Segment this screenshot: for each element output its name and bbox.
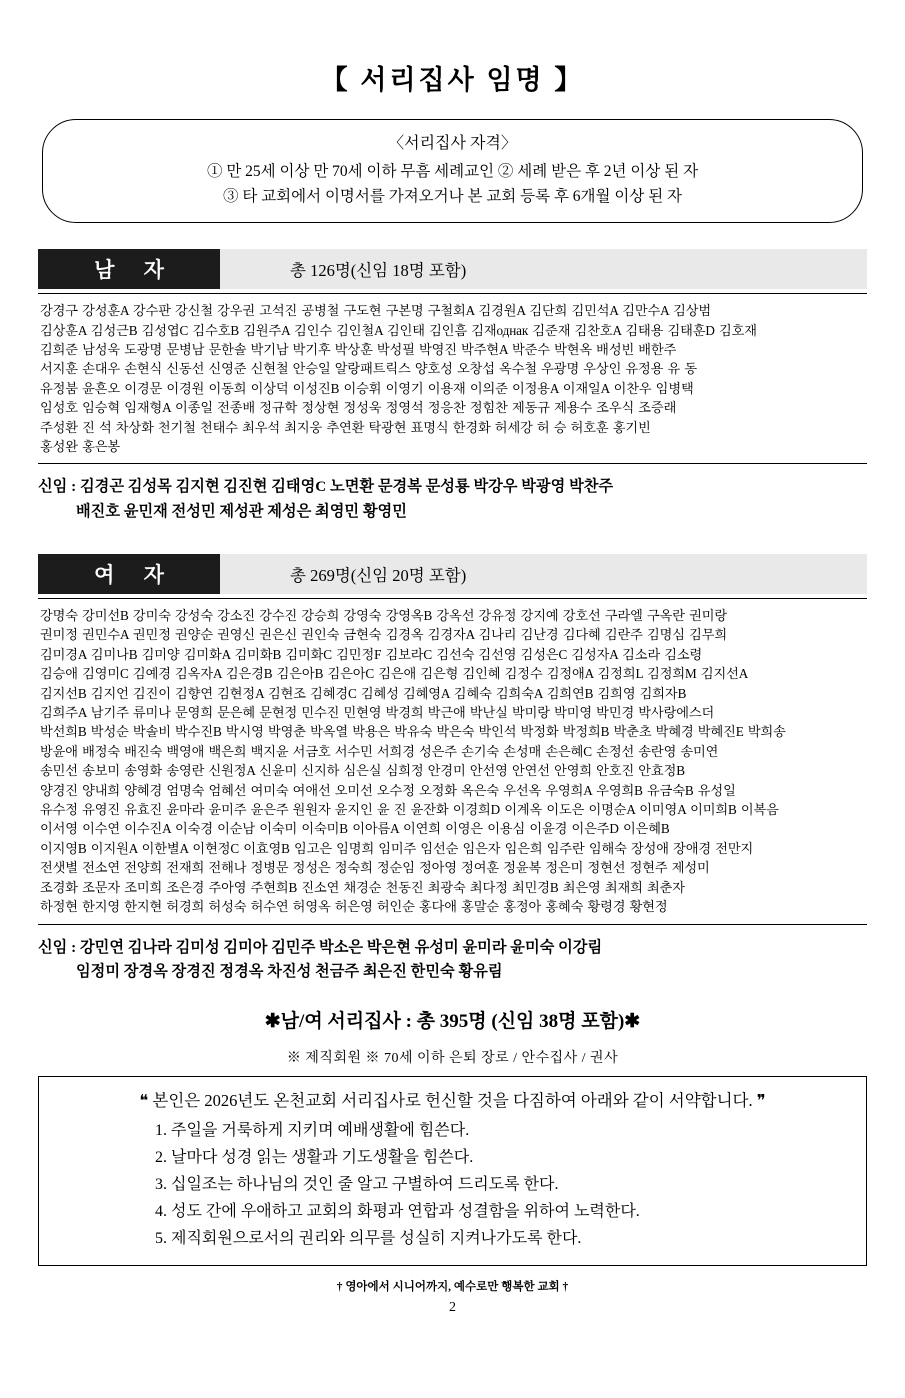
names-row: 송민선 송보미 송영화 송영란 신원정A 신윤미 신지하 심은실 심희정 안경미 안선영 안연선 안영희 안호진 안효정B bbox=[40, 763, 685, 779]
names-row: 홍성완 홍은봉 bbox=[40, 438, 121, 454]
names-row: 이지영B 이지원A 이한별A 이현정C 이효영B 임고은 임명희 임미주 임선순 임은자 임은희 임주란 임해숙 장성애 장애경 전만지 bbox=[40, 840, 754, 856]
names-row: 임성호 임승혁 임재형A 이종일 전종배 정규학 정상현 정성욱 정영석 정응찬 정힘찬 제동규 제용수 조우식 조증래 bbox=[40, 400, 677, 416]
new-members-names: 배진호 윤민재 전성민 제성관 제성은 최영민 황영민 bbox=[76, 502, 407, 520]
total-line: ✱남/여 서리집사 : 총 395명 (신임 38명 포함)✱ bbox=[264, 1011, 641, 1033]
pledge-item: 4. 성도 간에 우애하고 교회의 화평과 연합과 성결함을 위하여 노력한다. bbox=[155, 1202, 640, 1220]
names-block-male bbox=[38, 293, 867, 464]
qualification-box bbox=[42, 119, 863, 223]
page-number: 2 bbox=[449, 1299, 456, 1315]
names-row: 전샛별 전소연 전양희 전재희 전해나 정병문 정성은 정숙희 정순임 정아영 정여훈 정윤복 정은미 정현선 정현주 제성미 bbox=[40, 860, 710, 876]
new-members-label: 신임 : bbox=[38, 478, 77, 496]
names-row: 유수정 유영진 유효진 윤마라 윤미주 윤은주 원원자 윤지인 윤 진 윤잔화 이경희D 이계옥 이도은 이명순A 이미영A 이미희B 이복음 bbox=[40, 802, 779, 818]
names-row: 김미경A 김미나B 김미양 김미화A 김미화B 김미화C 김민정F 김보라C 김선숙 김선영 김성은C 김성자A 김소라 김소령 bbox=[40, 646, 703, 662]
names-row: 유정붐 윤흔오 이경문 이경원 이동희 이상덕 이성진B 이승휘 이영기 이용재 이의준 이정용A 이재일A 이찬우 임병택 bbox=[40, 380, 694, 396]
names-row: 하정현 한지영 한지현 허경희 허성숙 허수연 허영옥 허은영 허인순 홍다애 홍말순 홍정아 홍혜숙 황령경 황현정 bbox=[40, 899, 668, 915]
pledge-item: 2. 날마다 성경 읽는 생활과 기도생활을 힘쓴다. bbox=[155, 1149, 474, 1166]
names-row: 서지훈 손대우 손현식 신동선 신영준 신현철 안승일 알랑패트릭스 양호성 오창섭 옥수철 우광명 우상인 유정용 유 동 bbox=[40, 361, 697, 377]
names-row: 김희주A 남기주 류미나 문영희 문은혜 문현정 민수진 민현영 박경희 박근애 박난실 박미랑 박미영 박민경 박사랑에스더 bbox=[40, 705, 715, 721]
new-members-label: 신임 : bbox=[38, 938, 77, 956]
section-header-female bbox=[38, 554, 867, 594]
names-row: 조경화 조문자 조미희 조은경 주아영 주현희B 진소연 채경순 천동진 최광숙 최다정 최민경B 최은영 최재희 최춘자 bbox=[40, 879, 685, 895]
names-row: 김상훈A 김성근B 김성엽C 김수호B 김원주A 김인수 김인철A 김인태 김인흠 김재однак 김준재 김찬호A 김태용 김태훈D 김호재 bbox=[40, 322, 757, 338]
names-row: 주성환 진 석 차상화 천기철 천태수 최우석 최지웅 추연환 탁광현 표명식 한경화 허세강 허 승 허호훈 홍기빈 bbox=[40, 419, 651, 435]
names-row: 박선희B 박성순 박솔비 박수진B 박시영 박영춘 박옥열 박용은 박유숙 박은숙 박인석 박정화 박정희B 박춘초 박혜경 박혜진E 박희송 bbox=[40, 724, 786, 740]
names-row: 강명숙 강미선B 강미숙 강성숙 강소진 강수진 강승희 강영숙 강영옥B 강옥선 강유정 강지예 강호선 구라엘 구옥란 권미랑 bbox=[40, 608, 728, 623]
pledge-item: 1. 주일을 거룩하게 지키며 예배생활에 힘쓴다. bbox=[155, 1122, 470, 1140]
section-count-male: 총 126명(신임 18명 포함) bbox=[220, 249, 867, 289]
new-members-male bbox=[38, 475, 867, 524]
footer-slogan: † 영아에서 시니어까지, 예수로만 행복한 교회 † bbox=[336, 1280, 569, 1293]
names-block-female bbox=[38, 598, 867, 925]
new-members-female bbox=[38, 936, 867, 985]
section-label-female: 여 자 bbox=[38, 554, 220, 594]
names-row: 김희준 남성욱 도광명 문병남 문한솔 박기남 박기후 박상훈 박성필 박영진 박주현A 박준수 박현옥 배성빈 배한주 bbox=[40, 341, 677, 357]
note-line: ※ 제직회원 ※ 70세 이하 은퇴 장로 / 안수집사 / 권사 bbox=[286, 1051, 619, 1067]
new-members-names: 강민연 김나라 김미성 김미아 김민주 박소은 박은현 유성미 윤미라 윤미숙 이강림 bbox=[80, 938, 603, 956]
pledge-item: 3. 십일조는 하나님의 것인 줄 알고 구별하여 드리도록 한다. bbox=[155, 1175, 559, 1193]
qualification-line-2: ③ 타 교회에서 이명서를 가져오거나 본 교회 등록 후 6개월 이상 된 자 bbox=[222, 188, 683, 206]
new-members-line bbox=[38, 936, 867, 960]
section-count-female: 총 269명(신임 20명 포함) bbox=[220, 554, 867, 594]
new-members-line bbox=[38, 475, 867, 499]
page-title: 【 서리집사 임명 】 bbox=[320, 65, 585, 95]
section-header-male bbox=[38, 249, 867, 289]
names-row: 이서영 이수연 이수진A 이숙경 이순남 이숙미 이숙미B 이아름A 이연희 이영은 이용심 이윤경 이은주D 이은혜B bbox=[40, 821, 670, 837]
new-members-names: 임정미 장경옥 장경진 정경옥 차진성 천금주 최은진 한민숙 황유림 bbox=[76, 962, 503, 980]
names-row: 방윤애 배정숙 배진숙 백영애 백은희 백지윤 서금호 서수민 서희경 성은주 손기숙 손성매 손은혜C 손정선 송란영 송미연 bbox=[40, 743, 719, 759]
names-row: 강경구 강성훈A 강수판 강신철 강우권 고석진 공병철 구도현 구본명 구철회A 김경원A 김단희 김민석A 김만수A 김상범 bbox=[40, 303, 711, 319]
names-row: 김지선B 김지언 김진이 김향연 김현정A 김현조 김혜경C 김혜성 김혜영A 김혜숙 김희숙A 김희연B 김희영 김희자B bbox=[40, 685, 687, 701]
pledge-item: 5. 제직회원으로서의 권리와 의무를 성실히 지켜나가도록 한다. bbox=[155, 1229, 582, 1247]
names-row: 양경진 양내희 양혜경 엄명숙 엄혜선 여미숙 여애선 오미선 오수정 오정화 옥은숙 우선옥 우영희A 우영희B 유금숙B 유성일 bbox=[40, 782, 736, 798]
names-row: 권미정 권민수A 권민정 권양순 권영신 권은신 권인숙 금현숙 김경옥 김경자A 김나리 김난경 김다혜 김란주 김명심 김무희 bbox=[40, 627, 728, 643]
qualification-heading: 〈서리집사 자격〉 bbox=[388, 135, 517, 152]
new-members-names: 김경곤 김성목 김지현 김진현 김태영C 노면환 문경복 문성룡 박강우 박광영 박찬주 bbox=[80, 478, 614, 496]
qualification-line-1: ① 만 25세 이상 만 70세 이하 무흠 세례교인 ② 세례 받은 후 2년 이상 된 자 bbox=[206, 162, 699, 180]
section-label-male: 남 자 bbox=[38, 249, 220, 289]
pledge-box bbox=[38, 1076, 867, 1265]
names-row: 김승애 김영미C 김예경 김옥자A 김은경B 김은아B 김은아C 김은애 김은형 김인혜 김정수 김정애A 김정희L 김정희M 김지선A bbox=[40, 666, 749, 682]
pledge-heading: ❝ 본인은 2026년도 온천교회 서리집사로 헌신할 것을 다짐하여 아래와 같이 서약합니다. ❞ bbox=[139, 1091, 766, 1111]
spacer bbox=[38, 524, 867, 554]
